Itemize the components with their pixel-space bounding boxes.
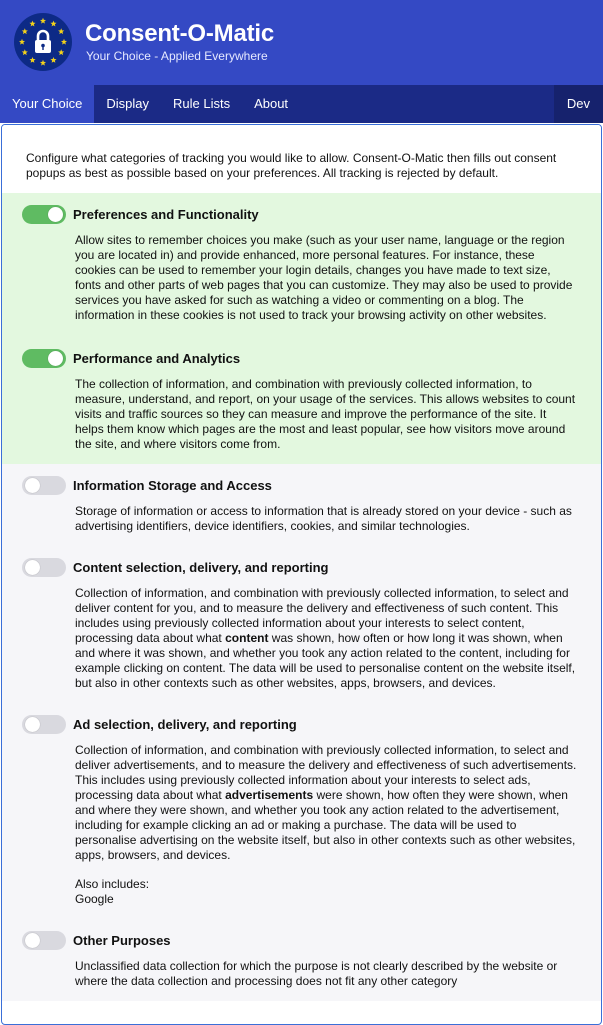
category-title: Performance and Analytics [73, 350, 241, 366]
toggle-preferences[interactable] [22, 205, 66, 224]
category-title: Ad selection, delivery, and reporting [73, 716, 297, 732]
category-content [2, 546, 601, 703]
desc-bold: advertisements [225, 788, 314, 802]
nav-bar [0, 85, 603, 123]
category-description: Unclassified data collection for which the purpose is not clearly described by the website or where the data collection and processing does not fit any other category [75, 959, 558, 988]
tab-dev[interactable]: Dev [554, 85, 603, 123]
toggle-storage[interactable] [22, 476, 66, 495]
desc-text: were shown, how often they were shown, when and where they were shown, and whether you took any action related to the advertisement, including for example clicking an ad or making a purchase. The data will be used to personalise advertising on the website itself, but also in other contexts such as other websites, apps, browsers, and devices. [75, 788, 576, 862]
toggle-ads[interactable] [22, 715, 66, 734]
also-includes [75, 877, 577, 907]
also-includes-label: Also includes: [75, 877, 150, 891]
category-storage [2, 464, 601, 546]
category-title: Content selection, delivery, and reporting [73, 559, 329, 575]
category-title: Information Storage and Access [73, 477, 272, 493]
category-other [2, 919, 601, 1001]
tab-rule-lists[interactable]: Rule Lists [172, 96, 231, 111]
category-preferences [2, 193, 601, 335]
toggle-knob [25, 933, 40, 948]
category-description: The collection of information, and combination with previously collected information, to measure, understand, and report, on your usage of the services. This allows websites to count visits and traffic sources so they can measure and improve the performance of the site. It helps them know which pages are the most and least popular, see how visitors move around the site, and where visitors come from. [75, 377, 576, 451]
app-title: Consent-O-Matic [85, 20, 275, 47]
category-description: Storage of information or access to information that is already stored on your device - such as advertising identifiers, device identifiers, cookies, and similar technologies. [75, 504, 572, 533]
category-description: Allow sites to remember choices you make (such as your user name, language or the region you are located in) and provide enhanced, more personal features. For instance, these cookies can be used to remember your login details, changes you have made to text size, fonts and other parts of web pages that you can customize. They may also be used to provide services you have asked for such as watching a video or commenting on a blog. The information in these cookies is not used to track your browsing activity on other websites. [75, 233, 573, 322]
toggle-knob [48, 207, 63, 222]
toggle-other[interactable] [22, 931, 66, 950]
eu-stars-lock-icon [14, 13, 72, 71]
tab-your-choice[interactable]: Your Choice [0, 85, 94, 123]
toggle-performance[interactable] [22, 349, 66, 368]
category-title: Other Purposes [73, 932, 171, 948]
category-performance [2, 335, 601, 464]
desc-text: Collection of information, and combination with previously collected information, to select and deliver content for you, and to measure the delivery and effectiveness of such content. This includes using previously collected information about your interests to select content, processing data about what [75, 586, 569, 645]
also-includes-value: Google [75, 892, 114, 906]
category-ads [2, 703, 601, 919]
desc-text: Collection of information, and combination with previously collected information, to select and deliver advertisements, and to measure the delivery and effectiveness of such advertisements. This includes using previously collected information about your interests to select ads, processing data about what [75, 743, 577, 802]
desc-text: was shown, how often or how long it was shown, when and where it was shown, and whether you took any action related to the content, including for example clicking on content. The data will be used to personalise content on the website itself, but also in other contexts such as other websites, apps, browsers, and devices. [75, 631, 576, 690]
toggle-knob [25, 560, 40, 575]
app-subtitle: Your Choice - Applied Everywhere [86, 49, 268, 63]
nav-spacer [300, 85, 554, 123]
category-description [75, 586, 577, 691]
intro-text: Configure what categories of tracking you would like to allow. Consent-O-Matic then fills out consent popups as best as possible based on your preferences. All tracking is rejected by default. [2, 125, 601, 193]
toggle-knob [25, 717, 40, 732]
toggle-content[interactable] [22, 558, 66, 577]
category-title: Preferences and Functionality [73, 206, 259, 222]
tab-about[interactable]: About [254, 96, 289, 111]
toggle-knob [48, 351, 63, 366]
desc-bold: content [225, 631, 269, 645]
category-description [75, 743, 577, 863]
tab-display[interactable]: Display [106, 96, 149, 111]
app-header [0, 0, 603, 85]
choice-panel [1, 124, 602, 1025]
toggle-knob [25, 478, 40, 493]
